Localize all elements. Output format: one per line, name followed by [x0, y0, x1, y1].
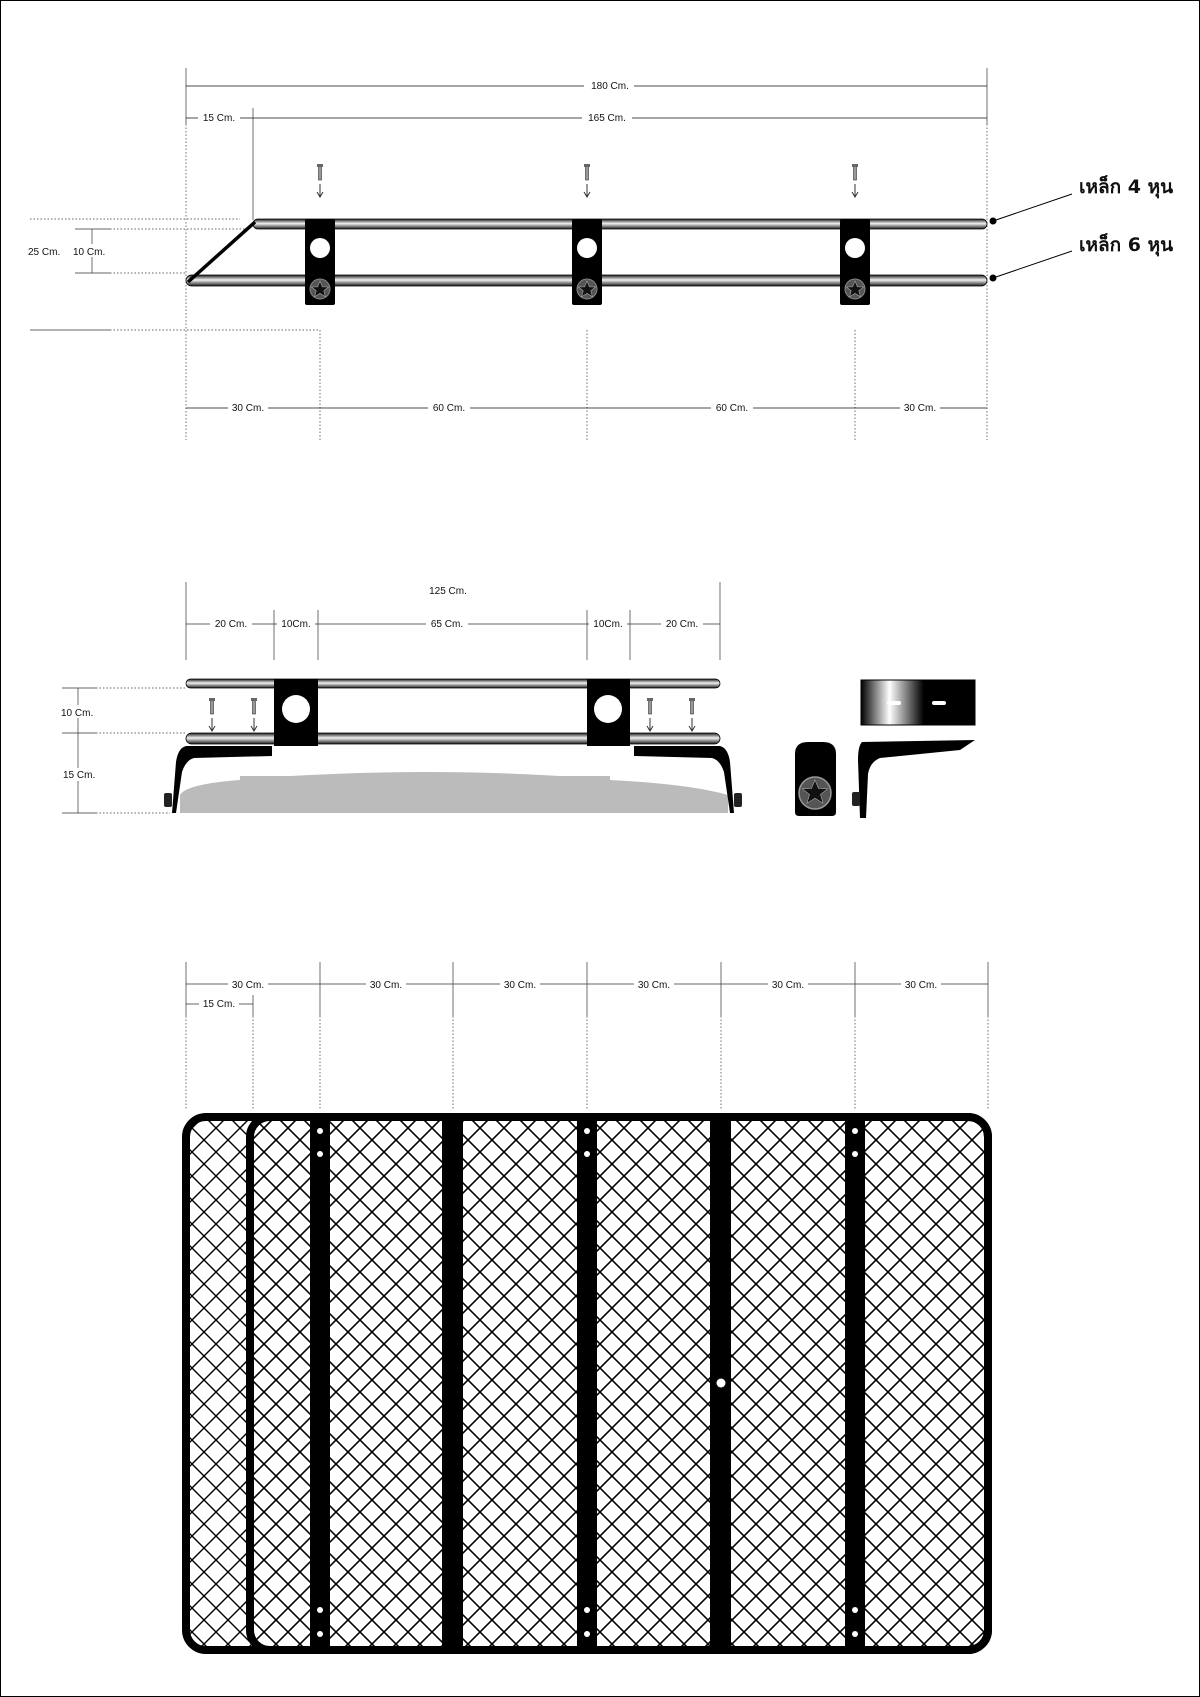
dim-overall-length: 180 Cm. [591, 81, 629, 92]
dim-front-seg-5: 20 Cm. [665, 619, 699, 630]
side-view [28, 68, 1173, 440]
dim-bottom-2: 60 Cm. [432, 403, 466, 414]
front-view [58, 582, 975, 818]
crossbar-2 [442, 1117, 463, 1650]
dim-offset: 15 Cm. [202, 113, 236, 124]
dim-top-4: 30 Cm. [637, 980, 671, 991]
screw-icon [647, 698, 653, 731]
bracket-1 [305, 219, 335, 305]
dim-span: 165 Cm. [588, 113, 626, 124]
dim-height-rails: 10 Cm. [73, 247, 106, 258]
dim-front-foot: 15 Cm. [63, 770, 96, 781]
dim-front-overall: 125 Cm. [429, 586, 467, 597]
dim-top-offset: 15 Cm. [202, 999, 236, 1010]
front-lower-rail [186, 733, 720, 744]
front-upper-rail [186, 679, 720, 688]
crossbar-5 [845, 1117, 865, 1650]
bracket-3 [840, 219, 870, 305]
screw-icon [209, 698, 215, 731]
crossbar-1 [310, 1117, 330, 1650]
dim-height-total: 25 Cm. [28, 247, 61, 258]
rack-frame-inner [250, 1117, 988, 1650]
dim-top-5: 30 Cm. [771, 980, 805, 991]
top-view [186, 962, 988, 1650]
dim-top-6: 30 Cm. [904, 980, 938, 991]
label-upper-rail: เหล็ก 4 หุน [1079, 176, 1174, 198]
diagonal-brace [188, 222, 255, 282]
dim-front-seg-2: 10Cm. [281, 619, 311, 630]
detail-bracket-l [858, 740, 975, 818]
dim-top-2: 30 Cm. [369, 980, 403, 991]
car-roof [180, 772, 728, 813]
screw-icon [251, 698, 257, 731]
label-lower-rail: เหล็ก 6 หุน [1079, 234, 1174, 256]
detail-star-clip [795, 742, 836, 816]
screw-icon [689, 698, 695, 731]
screw-icon [584, 164, 590, 197]
dim-bottom-3: 60 Cm. [715, 403, 749, 414]
crossbar-3 [577, 1117, 597, 1650]
dim-top-3: 30 Cm. [503, 980, 537, 991]
dim-bottom-4: 30 Cm. [903, 403, 937, 414]
dim-front-seg-4: 10Cm. [593, 619, 623, 630]
upper-rail [253, 219, 987, 229]
screw-icon [852, 164, 858, 197]
detail-plate [861, 680, 975, 725]
dim-top-1: 30 Cm. [231, 980, 265, 991]
dim-front-seg-1: 20 Cm. [214, 619, 248, 630]
dim-bottom-1: 30 Cm. [231, 403, 265, 414]
dim-front-rails: 10 Cm. [61, 708, 94, 719]
dim-front-seg-3: 65 Cm. [430, 619, 464, 630]
bracket-2 [572, 219, 602, 305]
screw-icon [317, 164, 323, 197]
